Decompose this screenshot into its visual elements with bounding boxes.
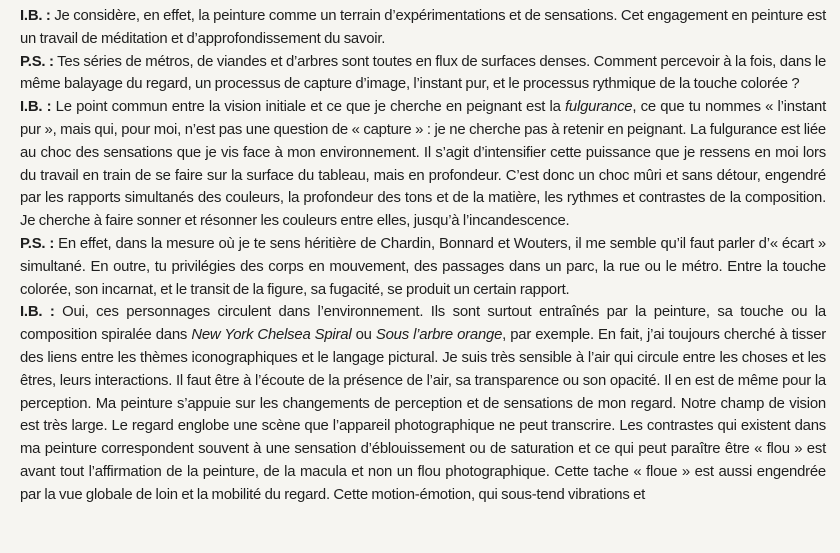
interview-text bbox=[20, 5, 830, 507]
speaker-label: I.B. : bbox=[20, 304, 55, 321]
artwork-title: New York Chelsea Spiral bbox=[191, 327, 352, 344]
speaker-label: P.S. : bbox=[20, 53, 54, 70]
text-run: , par exemple. En fait, j’ai toujours cherché à tisser des liens entre les thèmes iconographiques et le langage pictural. Je suis très sensible à l’air qui circule entre les choses et les êtres, leurs interactions. Il faut être à l’écoute de la présence de l’air, sa transparence ou son opacité. Il en est de même pour la perception. Ma peinture s’appuie sur les changements de perception et de sensations de mon regard. Notre champ de vision est très large. Le regard englobe une scène que l’appareil photographique ne peut transcrire. Les contrastes qui existent dans ma peinture correspondent souvent à une sensation d’éblouissement ou de saturation et ce qui peut paraître être « flou » est avant tout l’affirmation de la peinture, de la macula et non un flou photographique. Cette tache « floue » est aussi engendrée par la vue globale de loin et la mobilité du regard. Cette motion-émotion, qui sous-tend vibrations et bbox=[20, 327, 830, 503]
text-run: Tes séries de métros, de viandes et d’arbres sont toutes en flux de surfaces denses. Comment percevoir à la fois, dans le même balayage du regard, un processus de capture d’image, l’instant pur, et le processus rythmique de la touche colorée ? bbox=[20, 53, 830, 93]
paragraph-ps-1 bbox=[20, 51, 830, 97]
paragraph-ib-3 bbox=[20, 301, 830, 506]
text-run: En effet, dans la mesure où je te sens héritière de Chardin, Bonnard et Wouters, il me semble qu’il faut parler d’« écart » simultané. En outre, tu privilégies des corps en mouvement, des passages dans un parc, la rue ou le métro. Entre la touche colorée, son incarnat, et le transit de la figure, sa fugacité, se produit un certain rapport. bbox=[20, 235, 830, 298]
text-run: , ce que tu nommes « l’instant pur », mais qui, pour moi, n’est pas une question de « capture » : je ne cherche pas à retenir en peignant. La fulgurance est liée au choc des sensations que je vis face à mon environnement. Il s’agit d’intensifier cette puissance que je ressens en moi lors du travail en train de se faire sur la surface du tableau, mais en profondeur. C’est donc un choc mûri et sans détour, engendré par les rapports simultanés des couleurs, la profondeur des tons et de la matière, les rythmes et contrastes de la composition. Je cherche à faire sonner et résonner les couleurs entre elles, jusqu’à l’incandescence. bbox=[20, 99, 830, 230]
speaker-label: I.B. : bbox=[20, 8, 51, 24]
artwork-title: Sous l’arbre orange bbox=[375, 327, 503, 344]
italic-term-fulgurance: fulgurance bbox=[565, 99, 633, 116]
paragraph-ib-2 bbox=[20, 96, 830, 233]
paragraph-ps-2 bbox=[20, 233, 830, 301]
text-run: Je considère, en effet, la peinture comme un terrain d’expérimentations et de sensations. Cet engagement en peinture est un travail de méditation et d’approfondissement du savoir. bbox=[20, 8, 830, 47]
speaker-label: I.B. : bbox=[20, 99, 52, 116]
paragraph-ib-1 bbox=[20, 5, 830, 51]
text-run: Le point commun entre la vision initiale et ce que je cherche en peignant est la bbox=[51, 99, 566, 116]
speaker-label: P.S. : bbox=[20, 235, 55, 252]
text-run: Oui, ces personnages circulent dans l’environnement. Ils sont surtout entraînés par la peinture, sa touche ou la composition spiralée dans bbox=[20, 304, 830, 344]
text-run: ou bbox=[351, 327, 376, 344]
